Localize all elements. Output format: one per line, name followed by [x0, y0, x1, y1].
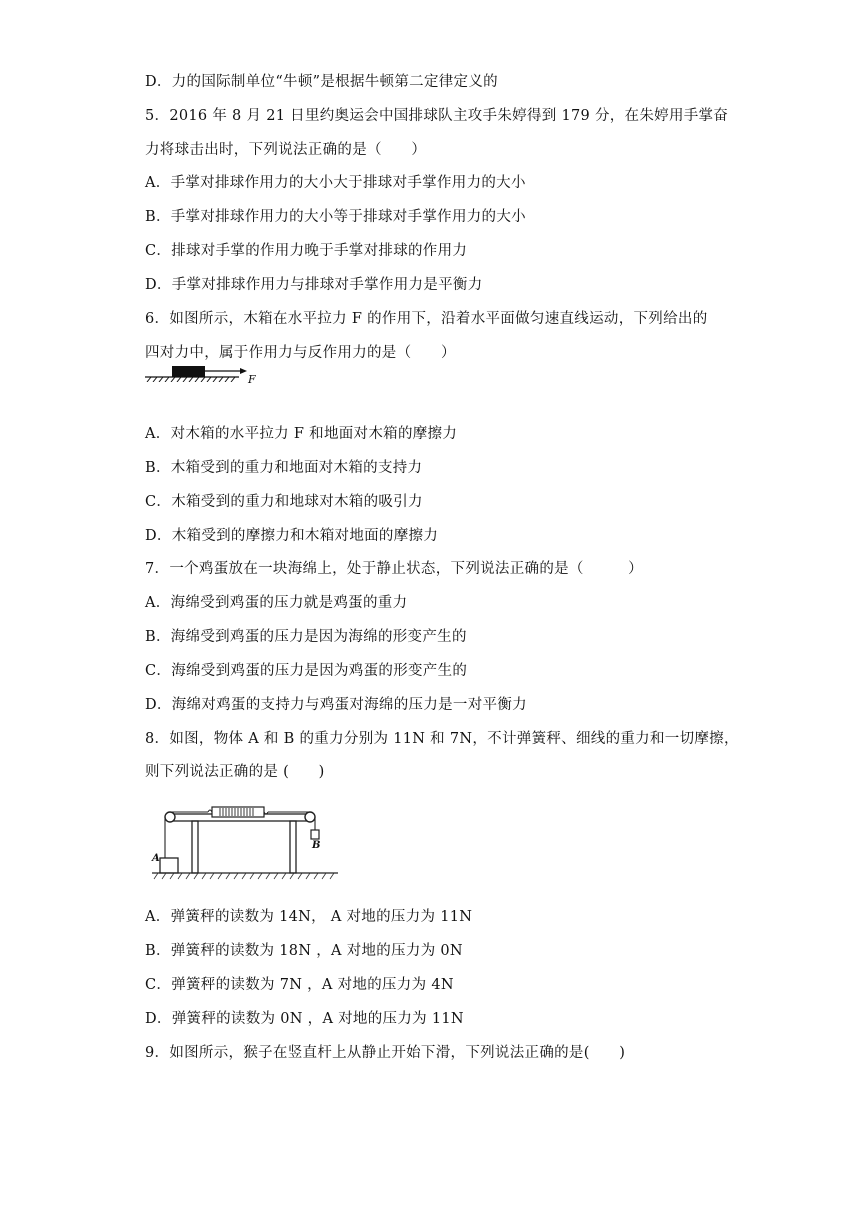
q6-option-c: C．木箱受到的重力和地球对木箱的吸引力 [145, 494, 423, 510]
pulley-right [305, 812, 315, 822]
q5-option-d: D．手掌对排球作用力与排球对手掌作用力是平衡力 [145, 277, 483, 293]
q8-stem-line2: 则下列说法正确的是 ( ) [145, 764, 325, 780]
q6-diagram-main [145, 366, 249, 382]
table-leg-left [192, 821, 198, 873]
ground-hatching-q8 [154, 873, 334, 879]
q7-option-d: D．海绵对鸡蛋的支持力与鸡蛋对海绵的压力是一对平衡力 [145, 697, 527, 713]
label-b: B [312, 840, 321, 851]
q6-stem-line2: 四对力中，属于作用力与反作用力的是（ ） [145, 345, 456, 361]
hook-left [208, 810, 212, 812]
q7-option-c: C．海绵受到鸡蛋的压力是因为鸡蛋的形变产生的 [145, 663, 468, 679]
q5-stem-line1: 5．2016 年 8 月 21 日里约奥运会中国排球队主攻手朱婷得到 179 分，在朱婷用手掌奋 [145, 108, 729, 124]
wooden-box-shape [172, 366, 205, 377]
q5-option-a: A．手掌对排球作用力的大小大于排球对手掌作用力的大小 [145, 175, 526, 191]
label-a: A [152, 853, 160, 864]
force-arrow-head [240, 368, 247, 374]
q6-option-d: D．木箱受到的摩擦力和木箱对地面的摩擦力 [145, 528, 439, 544]
q8-stem-line1: 8．如图，物体 A 和 B 的重力分别为 11N 和 7N，不计弹簧秤、细线的重力和一切摩擦， [145, 731, 739, 747]
q6-stem-line1: 6．如图所示，木箱在水平拉力 F 的作用下，沿着水平面做匀速直线运动，下列给出的 [145, 311, 708, 327]
q5-option-b: B．手掌对排球作用力的大小等于排球对手掌作用力的大小 [145, 209, 526, 225]
q8-option-a: A．弹簧秤的读数为 14N， A 对地的压力为 11N [145, 909, 473, 925]
q5-option-c: C．排球对手掌的作用力晚于手掌对排球的作用力 [145, 243, 468, 259]
q8-option-c: C．弹簧秤的读数为 7N ，A 对地的压力为 4N [145, 977, 454, 993]
q8-option-d: D．弹簧秤的读数为 0N ，A 对地的压力为 11N [145, 1011, 464, 1027]
hook-right [264, 812, 268, 814]
table-leg-right [290, 821, 296, 873]
q7-stem: 7．一个鸡蛋放在一块海绵上，处于静止状态，下列说法正确的是（ ） [145, 561, 643, 577]
weight-b [311, 830, 319, 839]
force-label-f: F [248, 373, 256, 386]
pulley-left [165, 812, 175, 822]
q6-option-a: A．对木箱的水平拉力 F 和地面对木箱的摩擦力 [145, 426, 458, 442]
q7-option-a: A．海绵受到鸡蛋的压力就是鸡蛋的重力 [145, 595, 408, 611]
q4-option-d: D．力的国际制单位“牛顿”是根据牛顿第二定律定义的 [145, 74, 498, 90]
q5-stem-line2: 力将球击出时，下列说法正确的是（ ） [145, 142, 427, 158]
q9-stem: 9．如图所示，猴子在竖直杆上从静止开始下滑，下列说法正确的是( ) [145, 1045, 626, 1061]
q7-option-b: B．海绵受到鸡蛋的压力是因为海绵的形变产生的 [145, 629, 467, 645]
ground-hatching [147, 377, 235, 382]
q6-option-b: B．木箱受到的重力和地面对木箱的支持力 [145, 460, 423, 476]
block-a [160, 858, 178, 873]
q8-option-b: B．弹簧秤的读数为 18N ，A 对地的压力为 0N [145, 943, 463, 959]
